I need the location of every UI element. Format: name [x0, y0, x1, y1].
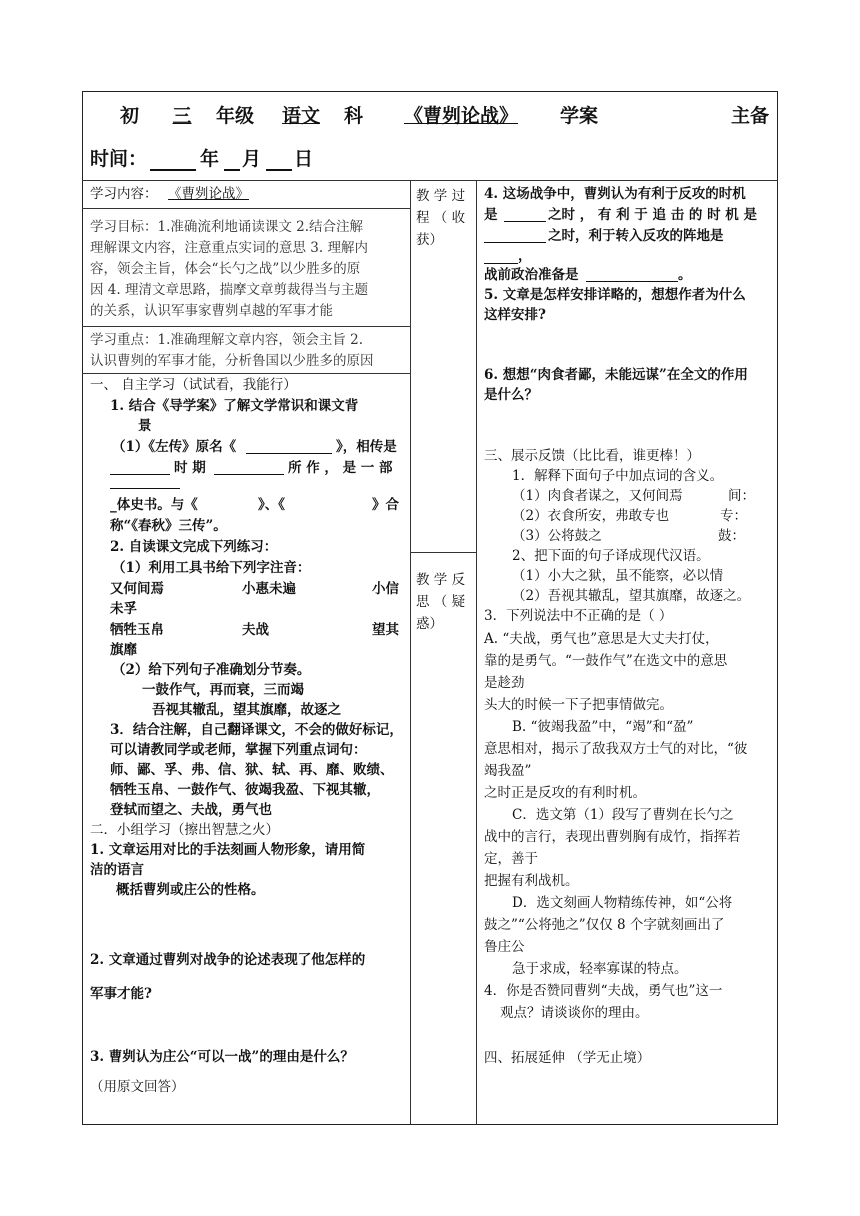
question-line: 景	[138, 418, 152, 434]
question-line: 牺牲玉帛、一鼓作气、彼竭我盈、下视其辙，	[110, 782, 380, 798]
word-item: 未孚	[110, 601, 137, 617]
word-item: 望其	[372, 622, 399, 638]
time-label: 时间：	[90, 148, 148, 170]
option-b: B. “彼竭我盈”中，“竭”和“盈”	[512, 719, 694, 735]
question-line: 登轼而望之、夫战，勇气也	[110, 802, 272, 818]
month-blank	[224, 169, 240, 171]
question-line: 3．下列说法中不正确的是（ ）	[484, 608, 673, 624]
fill-blank[interactable]	[110, 474, 170, 475]
option-a: A. “夫战，勇气也”意思是大丈夫打仗，	[484, 631, 719, 647]
option-b: 意思相对，揭示了敌我双方士气的对比，“彼	[484, 741, 748, 757]
question-line: 所 作 ， 是 一 部	[288, 460, 393, 476]
question-line: 2. 自读课文完成下列练习：	[110, 539, 278, 555]
lesson-title: 《曹刿论战》	[403, 105, 518, 127]
fill-blank[interactable]	[214, 474, 284, 475]
question-line: 2、把下面的句子译成现代汉语。	[512, 548, 710, 564]
process-label: 教 学 过	[416, 188, 466, 204]
exercise-sentence: （2）衣食所安，弗敢专也	[512, 508, 670, 524]
option-b: 竭我盈”	[484, 763, 532, 779]
reflection-label: 惑）	[416, 616, 443, 632]
option-c: 战中的言行，表现出曹刿胸有成竹，指挥若	[484, 829, 741, 845]
goal-line: 的关系，认识军事家曹刿卓越的军事才能	[90, 303, 333, 319]
question-line: 之时，利于转入反攻的阵地是	[548, 228, 724, 244]
question-line: 5. 文章是怎样安排详略的，想想作者为什么	[484, 287, 746, 303]
question-line: 4. 这场战争中，曹刿认为有利于反攻的时机	[484, 186, 746, 202]
focus-line: 学习重点：1.准确理解文章内容，领会主旨 2.	[90, 332, 364, 348]
question-line: 1. 结合《导学案》了解文学常识和课文背	[110, 398, 359, 414]
header-chu: 初	[120, 105, 140, 127]
question-line: （1）利用工具书给下列字注音：	[112, 560, 311, 576]
question-line: 洁的语言	[90, 862, 144, 878]
word-item: 又何间焉	[110, 581, 164, 597]
fill-blank[interactable]	[246, 453, 332, 454]
question-line: 》合	[372, 497, 399, 513]
question-line: 1. 文章运用对比的手法刻画人物形象，请用简	[90, 842, 366, 858]
option-a: 是趁劲	[484, 675, 525, 691]
word-item: 小信	[372, 581, 399, 597]
column-divider-left	[410, 180, 411, 1125]
focus-line: 认识曹刿的军事才能，分析鲁国以少胜多的原因	[90, 353, 374, 369]
question-line: 时 期	[174, 460, 206, 476]
question-line: 之时 ， 有 利 于 追 击 的 时 机 是	[548, 207, 757, 223]
question-line: （1）《左传》原名《	[112, 439, 237, 455]
exercise-word: 鼓：	[718, 528, 745, 544]
grade-number: 三	[172, 105, 192, 127]
word-item: 小惠未遍	[242, 581, 296, 597]
question-line: 3．结合注解，自己翻译课文，不会的做好标记，	[110, 722, 403, 738]
row-divider	[82, 373, 410, 374]
subject: 语文	[281, 105, 320, 127]
reflection-label: 思 （ 疑	[416, 594, 466, 610]
question-line: 称“《春秋》三传”。	[110, 518, 227, 534]
question-line: 是什么？	[484, 387, 538, 403]
content-value: 《曹刿论战》	[168, 186, 249, 202]
question-line: 战前政治准备是	[484, 267, 579, 283]
fill-blank[interactable]	[484, 263, 518, 264]
option-d: 鼓之”“公将弛之”仅仅 8 个字就刻画出了	[484, 917, 725, 933]
question-line: 这样安排?	[484, 307, 546, 323]
process-label: 程 （ 收	[416, 210, 466, 226]
option-c: 定，善于	[484, 851, 538, 867]
fill-blank[interactable]	[586, 281, 678, 282]
option-a: 靠的是勇气。“一鼓作气”在选文中的意思	[484, 653, 728, 669]
word-item: 旗靡	[110, 642, 137, 658]
question-line: 师、鄙、孚、弗、信、狱、轼、再、靡、败绩、	[110, 762, 394, 778]
question-line: 》、《	[258, 497, 285, 513]
year-blank	[150, 169, 196, 171]
option-b: 之时正是反攻的有利时机。	[484, 785, 646, 801]
column-divider-right	[476, 180, 477, 1125]
section-4-title: 四、拓展延伸 （学无止境）	[484, 1050, 651, 1066]
exercise-word: 专：	[720, 508, 747, 524]
header-xuean: 学案	[560, 105, 599, 127]
year-label: 年	[200, 148, 220, 170]
day-label: 日	[294, 148, 314, 170]
rhythm-sentence: 一鼓作气，再而衰，三而竭	[142, 682, 304, 698]
exercise-sentence: （1）小大之狱，虽不能察，必以情	[512, 568, 724, 584]
option-c: C．选文第（1）段写了曹刿在长勺之	[512, 807, 734, 823]
question-line: 观点？请谈谈你的理由。	[500, 1005, 649, 1021]
row-divider	[82, 326, 410, 327]
question-line: 6. 想想“肉食者鄙，未能远谋”在全文的作用	[484, 367, 748, 383]
exercise-word: 间：	[728, 488, 755, 504]
grade-label: 年级	[216, 105, 255, 127]
question-line: 》，相传是	[336, 439, 397, 455]
header-ke: 科	[344, 105, 364, 127]
fill-blank[interactable]	[110, 488, 180, 489]
row-divider	[82, 208, 410, 209]
month-label: 月	[242, 148, 262, 170]
section-2-title: 二．小组学习（擦出智慧之火）	[90, 822, 279, 838]
word-item: 牺牲玉帛	[110, 622, 164, 638]
option-d: 急于求成，轻率寡谋的特点。	[512, 961, 688, 977]
goal-line: 学习目标：1.准确流利地诵读课文 2.结合注解	[90, 219, 364, 235]
exercise-sentence: （2）吾视其辙乱，望其旗靡，故逐之。	[512, 588, 751, 604]
fill-blank[interactable]	[504, 221, 546, 222]
question-line: （用原文回答）	[90, 1079, 185, 1095]
row-divider	[410, 552, 476, 553]
day-blank	[266, 169, 292, 171]
section-1-title: 一、 自主学习（试试看，我能行）	[90, 377, 297, 393]
option-d: 鲁庄公	[484, 939, 525, 955]
question-line: 2. 文章通过曹刿对战争的论述表现了他怎样的	[90, 952, 366, 968]
fill-blank[interactable]	[484, 242, 546, 243]
goal-line: 理解课文内容，注意重点实词的意思 3. 理解内	[90, 240, 368, 256]
goal-line: 容，领会主旨，体会“长勺之战”以少胜多的原	[90, 261, 361, 277]
word-item: 夫战	[242, 622, 269, 638]
option-a: 头大的时候一下子把事情做完。	[484, 697, 673, 713]
question-line: 1．解释下面句子中加点词的含义。	[512, 468, 724, 484]
question-line: 是	[484, 207, 498, 223]
question-line: 军事才能?	[90, 986, 152, 1002]
question-line: （2）给下列句子准确划分节奏。	[112, 662, 311, 678]
exercise-sentence: （1）肉食者谋之，又何间焉	[512, 488, 683, 504]
question-line: _体史书。与《	[110, 497, 198, 513]
process-label: 获）	[416, 232, 443, 248]
question-line: 可以请教同学或老师，掌握下列重点词句：	[110, 742, 367, 758]
question-line: ，	[518, 248, 532, 264]
question-line: 。	[678, 267, 692, 283]
question-line: 概括曹刿或庄公的性格。	[116, 882, 265, 898]
question-line: 4．你是否赞同曹刿“夫战，勇气也”这一	[484, 983, 723, 999]
option-d: D．选文刻画人物精练传神，如“公将	[512, 895, 733, 911]
header-zhubei: 主备	[731, 105, 770, 127]
goal-line: 因 4. 理清文章思路，揣摩文章剪裁得当与主题	[90, 282, 368, 298]
exercise-sentence: （3）公将鼓之	[512, 528, 602, 544]
question-line: 3. 曹刿认为庄公“可以一战”的理由是什么？	[90, 1049, 354, 1065]
content-label: 学习内容：	[90, 186, 158, 202]
rhythm-sentence: 吾视其辙乱，望其旗靡，故逐之	[152, 702, 341, 718]
reflection-label: 教 学 反	[416, 572, 466, 588]
section-3-title: 三、展示反馈（比比看，谁更棒！）	[484, 448, 700, 464]
option-c: 把握有利战机。	[484, 873, 579, 889]
header-divider	[82, 180, 778, 181]
